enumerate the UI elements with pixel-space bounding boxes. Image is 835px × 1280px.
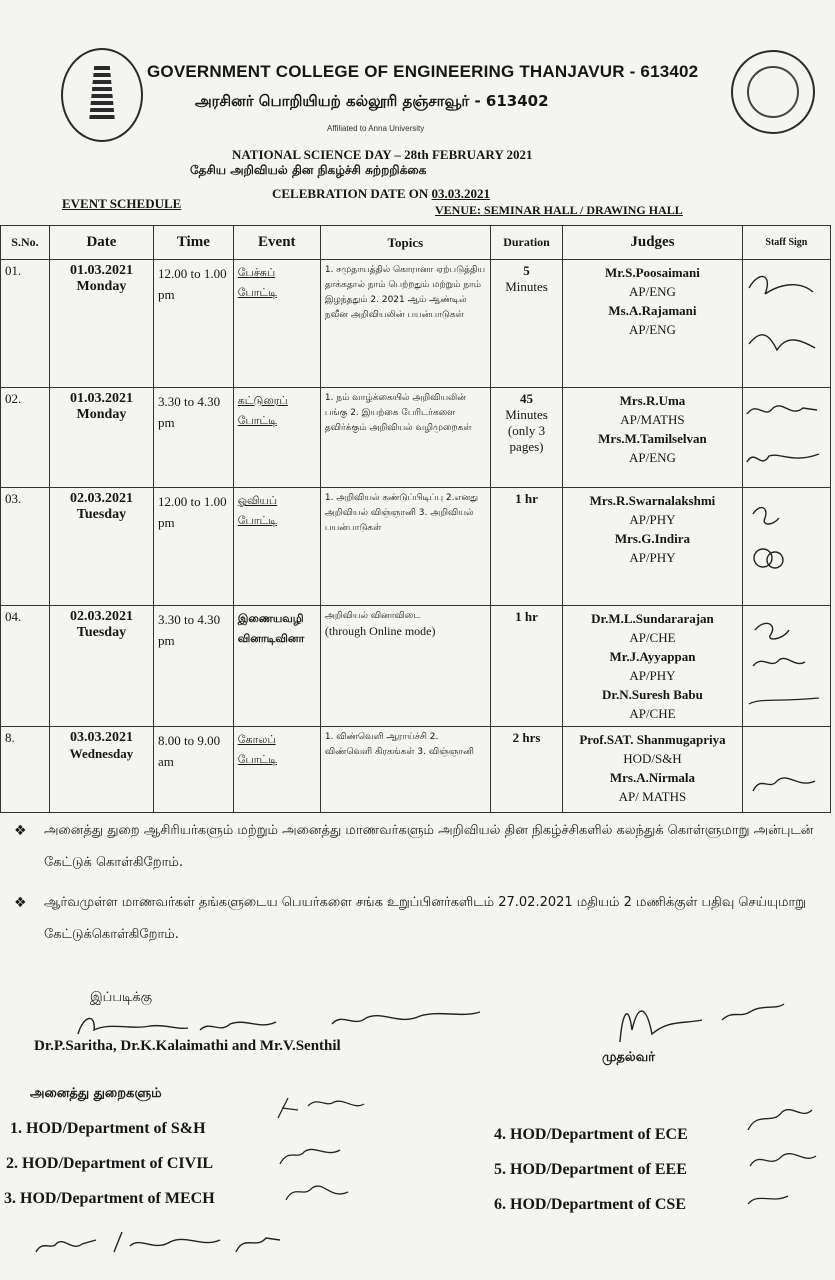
table-row (1, 488, 831, 606)
duration-cell: 1 hr (490, 488, 562, 606)
sno: 01. (1, 260, 50, 388)
college-name-english: GOVERNMENT COLLEGE OF ENGINEERING THANJAVUR - 613402 (147, 62, 699, 81)
letterhead (55, 40, 835, 140)
column-header: Duration (490, 226, 562, 260)
column-header: Time (154, 226, 234, 260)
recipient-item: 5. HOD/Department of EEE (494, 1161, 687, 1178)
topics-cell: 1. நம் வாழ்க்கையில் அறிவியலின் பங்கு 2. இயற்கை பேரிடர்களை தவிர்க்கும் அறிவியல் வழிமுறைகள் (320, 388, 490, 488)
recipient-item: 1. HOD/Department of S&H (10, 1120, 206, 1137)
note-item: ❖ ஆர்வமுள்ள மாணவர்கள் தங்களுடைய பெயர்களை சங்க உறுப்பினர்களிடம் 27.02.2021 மதியம் 2 மணிக்குள் பதிவு செய்யுமாறு கேட்டுக்கொள்கிறோம். (10, 887, 825, 951)
date-cell: 01.03.2021 Monday (49, 260, 153, 388)
event-cell: பேச்சுப் போட்டி (233, 260, 320, 388)
duration-cell: 5 Minutes (490, 260, 562, 388)
table-row (1, 260, 831, 388)
affiliation: Affiliated to Anna University (327, 124, 425, 133)
staff-signature (742, 727, 830, 813)
judges-cell: Dr.M.L.Sundararajan AP/CHE Mr.J.Ayyappan AP/PHY Dr.N.Suresh Babu AP/CHE (563, 606, 743, 727)
time-cell: 8.00 to 9.00 am (154, 727, 234, 813)
date-cell: 01.03.2021 Monday (49, 388, 153, 488)
column-header: Staff Sign (742, 226, 830, 260)
column-header: Date (49, 226, 153, 260)
column-header: Judges (563, 226, 743, 260)
time-cell: 12.00 to 1.00 pm (154, 488, 234, 606)
note-item: ❖ அனைத்து துறை ஆசிரியர்களும் மற்றும் அனைத்து மாணவர்களும் அறிவியல் தின நிகழ்ச்சிகளில் கலந்துக் கொள்ளுமாறு அன்புடன் கேட்டுக் கொள்கிறோம். (10, 815, 825, 879)
celebration-date: CELEBRATION DATE ON 03.03.2021 (272, 186, 491, 201)
event-cell: இணையவழி வினாடிவினா (233, 606, 320, 727)
signature-block (0, 990, 835, 1280)
event-title: NATIONAL SCIENCE DAY – 28th FEBRUARY 2021 (232, 147, 533, 162)
judges-cell: Mrs.R.Swarnalakshmi AP/PHY Mrs.G.Indira AP/PHY (563, 488, 743, 606)
column-header: Topics (320, 226, 490, 260)
recipients-heading: அனைத்து துறைகளும் (30, 1086, 162, 1101)
topics-cell: அறிவியல் வினாவிடை (through Online mode) (320, 606, 490, 727)
sno: 02. (1, 388, 50, 488)
judges-cell: Mr.S.Poosaimani AP/ENG Ms.A.Rajamani AP/ENG (563, 260, 743, 388)
signoff: இப்படிக்கு (90, 990, 153, 1005)
sno: 8. (1, 727, 50, 813)
duration-cell: 45 Minutes (only 3 pages) (490, 388, 562, 488)
principal-signature-icon (612, 990, 792, 1050)
hod-signatures-icon (742, 1100, 822, 1220)
event-cell: கட்டுரைப் போட்டி (233, 388, 320, 488)
tamilnadu-emblem-icon (61, 48, 143, 142)
sno: 04. (1, 606, 50, 727)
time-cell: 3.30 to 4.30 pm (154, 388, 234, 488)
time-cell: 12.00 to 1.00 pm (154, 260, 234, 388)
event-title-tamil: தேசிய அறிவியல் தின நிகழ்ச்சி சுற்றறிக்கை (190, 163, 427, 177)
judges-cell: Mrs.R.Uma AP/MATHS Mrs.M.Tamilselvan AP/ENG (563, 388, 743, 488)
college-logo-icon (731, 50, 815, 134)
table-row (1, 388, 831, 488)
time-cell: 3.30 to 4.30 pm (154, 606, 234, 727)
schedule-table (0, 225, 831, 813)
event-cell: ஓவியப் போட்டி (233, 488, 320, 606)
judges-cell: Prof.SAT. Shanmugapriya HOD/S&H Mrs.A.Nirmala AP/ MATHS (563, 727, 743, 813)
recipient-item: 6. HOD/Department of CSE (494, 1196, 686, 1213)
table-header-row (1, 226, 831, 260)
staff-signature (742, 260, 830, 388)
notes (10, 815, 825, 959)
date-cell: 02.03.2021 Tuesday (49, 488, 153, 606)
date-cell: 02.03.2021 Tuesday (49, 606, 153, 727)
organizer-names: Dr.P.Saritha, Dr.K.Kalaimathi and Mr.V.Senthil (34, 1038, 341, 1054)
event-schedule-heading: EVENT SCHEDULE (62, 196, 182, 211)
college-name-tamil: அரசினர் பொறியியற் கல்லூரி தஞ்சாவூர் - 613402 (195, 92, 549, 110)
event-cell: கோலப் போட்டி (233, 727, 320, 813)
hod-signatures-icon (268, 1088, 378, 1222)
recipient-item: 2. HOD/Department of CIVIL (6, 1155, 214, 1172)
topics-cell: 1. விண்வெளி ஆராய்ச்சி 2. விண்வெளி கிரகங்கள் 3. விஞ்ஞானி (320, 727, 490, 813)
diamond-bullet-icon: ❖ (14, 823, 27, 839)
topics-cell: 1. சமுதாயத்தில் கொரானா ஏற்படுத்திய தாக்கதால் நாம் பெற்றதும் மற்றும் நாம் இழந்ததும் 2. 2021 ஆம் ஆண்டில் நவீன அறிவியலின் பயன்பாடுகள் (320, 260, 490, 388)
sno: 03. (1, 488, 50, 606)
staff-signature (742, 488, 830, 606)
table-row (1, 606, 831, 727)
duration-cell: 1 hr (490, 606, 562, 727)
staff-signature (742, 388, 830, 488)
recipient-item: 4. HOD/Department of ECE (494, 1126, 688, 1143)
principal-title: முதல்வர் (602, 1050, 655, 1065)
staff-signature (742, 606, 830, 727)
date-cell: 03.03.2021 Wednesday (49, 727, 153, 813)
topics-cell: 1. அறிவியல் கண்டுப்பிடிப்பு 2.எனது அறிவியல் விஞ்ஞானி 3. அறிவியல் பயன்பாடுகள் (320, 488, 490, 606)
column-header: Event (233, 226, 320, 260)
table-row (1, 727, 831, 813)
column-header: S.No. (1, 226, 50, 260)
duration-cell: 2 hrs (490, 727, 562, 813)
office-signature-icon (30, 1222, 290, 1270)
venue: VENUE: SEMINAR HALL / DRAWING HALL (435, 203, 683, 217)
diamond-bullet-icon: ❖ (14, 895, 27, 911)
recipient-item: 3. HOD/Department of MECH (4, 1190, 215, 1207)
